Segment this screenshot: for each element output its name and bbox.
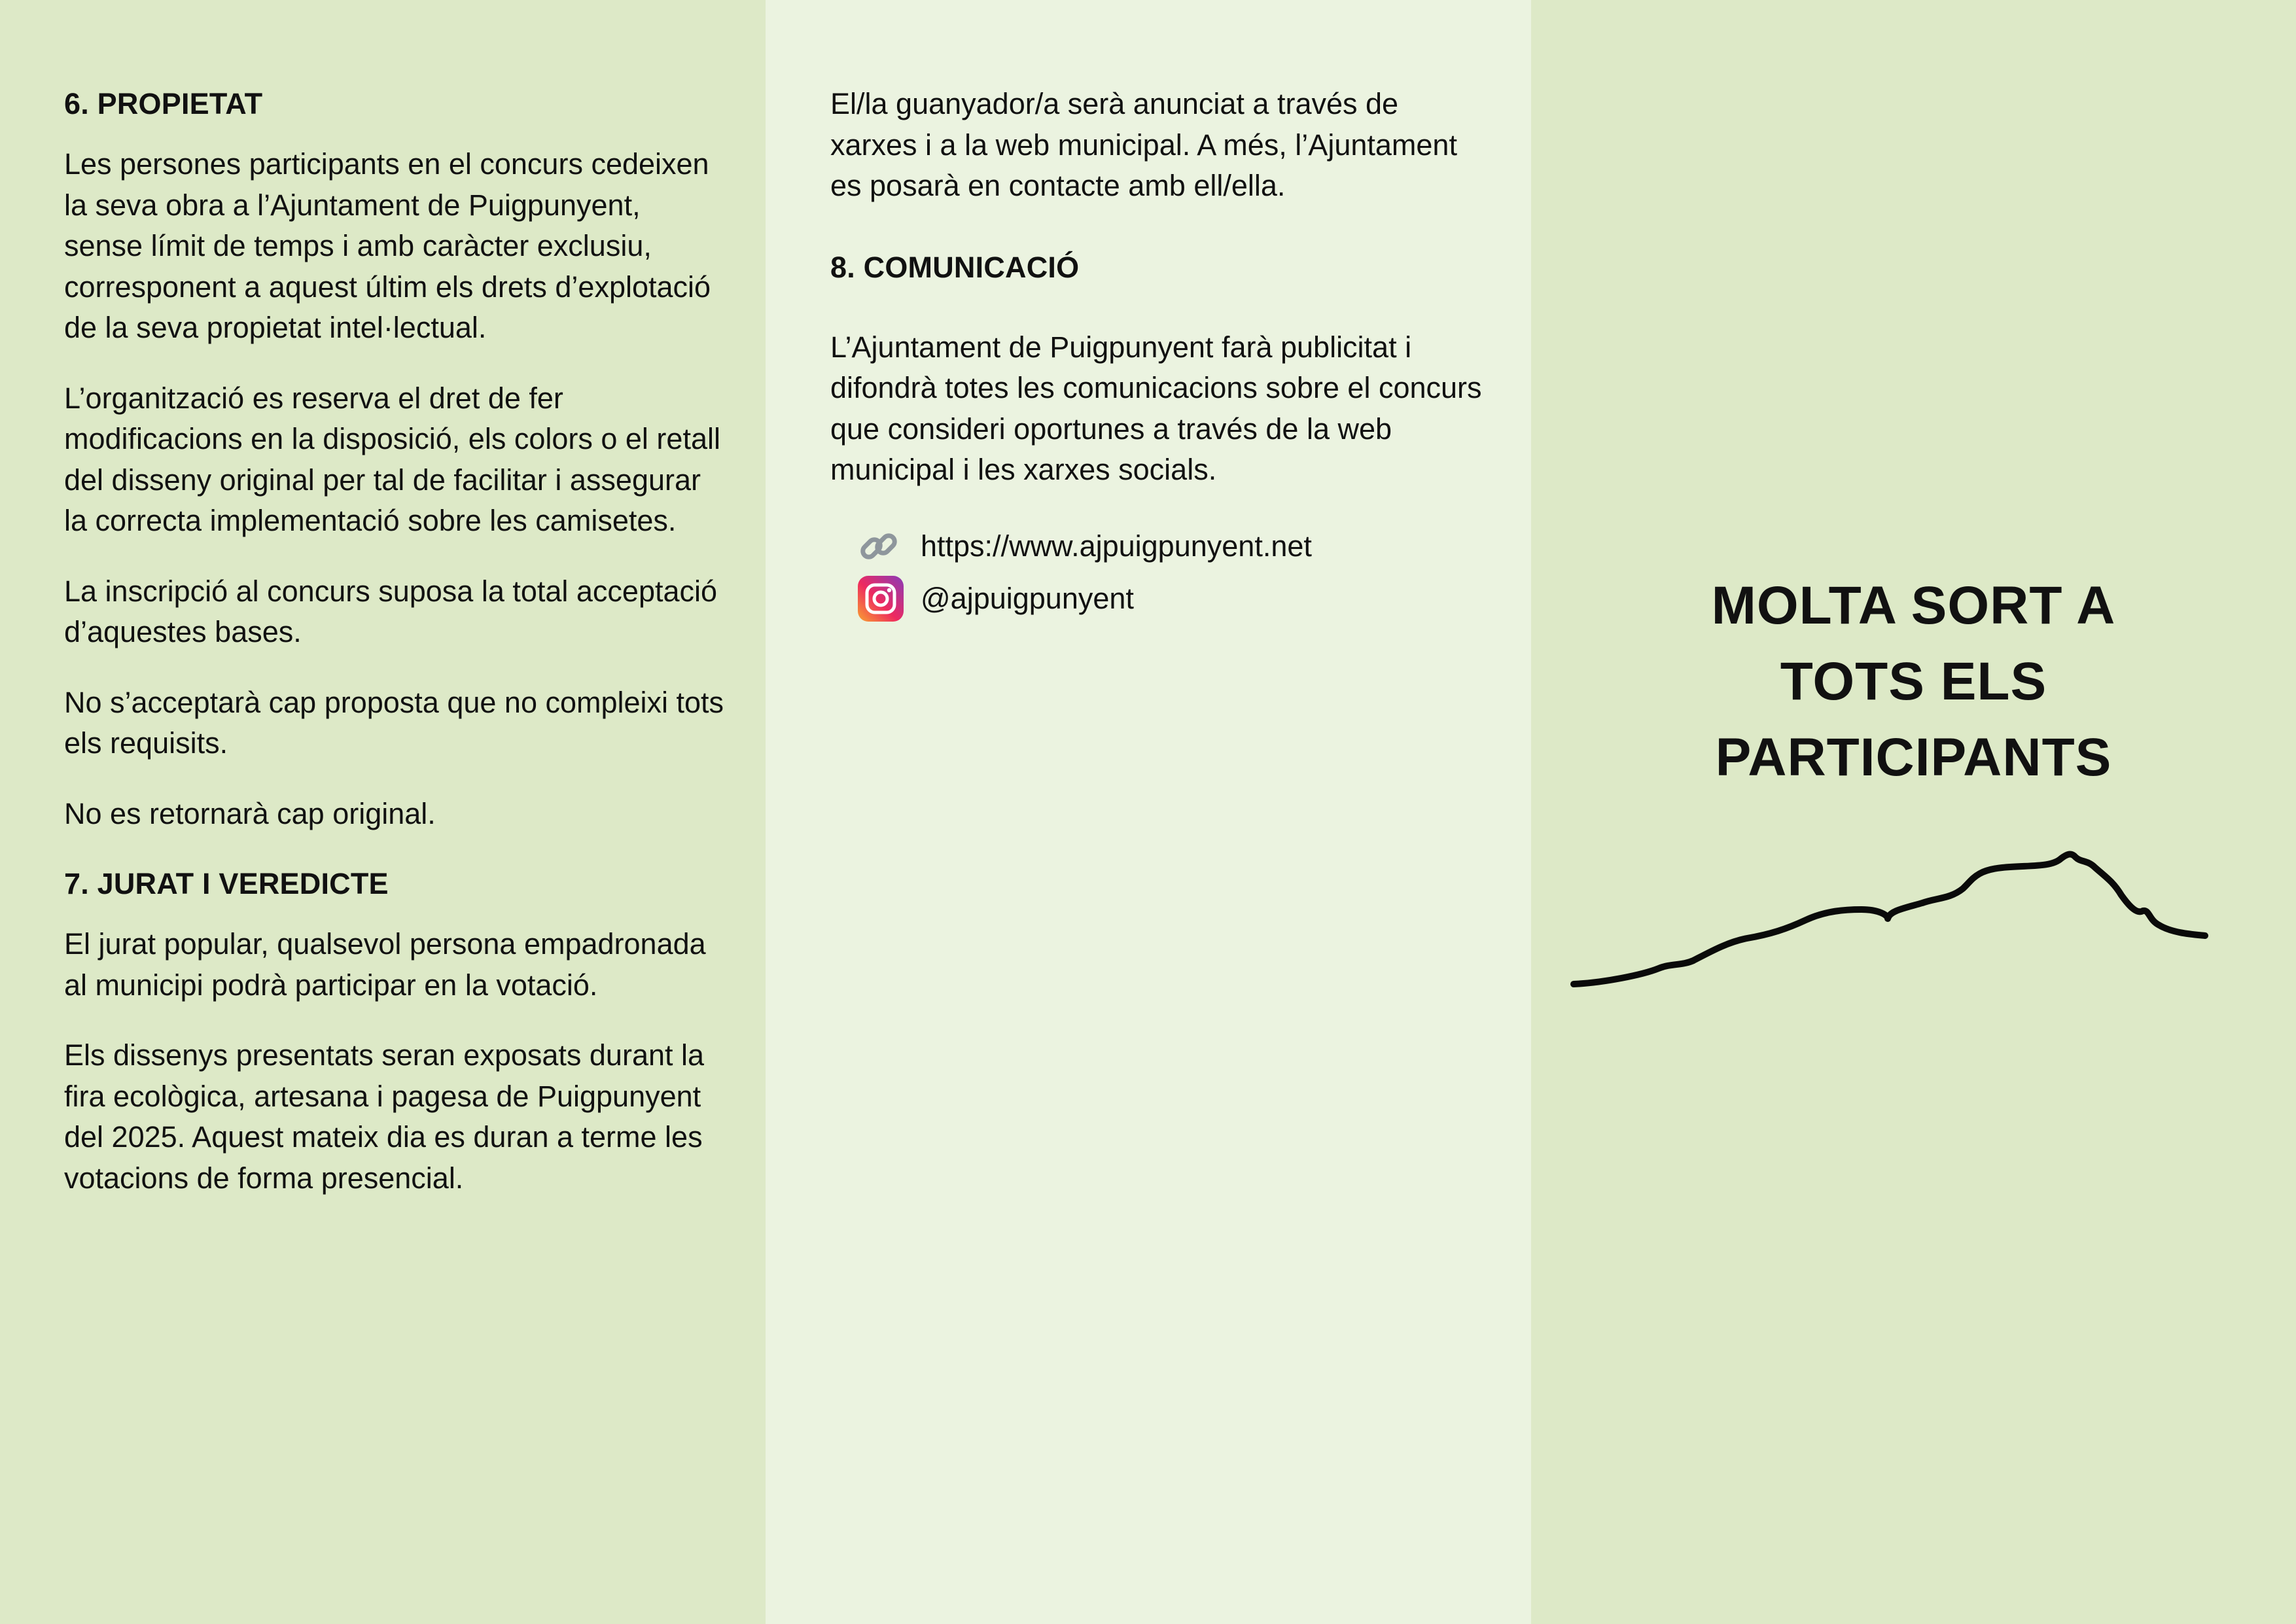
contact-list [830, 520, 1492, 625]
website-contact[interactable] [858, 520, 1492, 573]
website-link[interactable]: https://www.ajpuigpunyent.net [921, 529, 1312, 563]
instagram-icon [858, 575, 905, 622]
section-7-paragraph-1: El jurat popular, qualsevol persona empadronada al municipi podrà participar en la votació. [64, 927, 706, 1002]
mountain-silhouette-icon [1531, 811, 2296, 1008]
section-6-paragraph-5: No es retornarà cap original. [64, 796, 436, 830]
instagram-contact[interactable] [858, 573, 1492, 625]
section-8-heading: 8. COMUNICACIÓ [830, 250, 1080, 284]
winner-announcement-paragraph: El/la guanyador/a serà anunciat a través de xarxes i a la web municipal. A més, l’Ajuntament es posarà en contacte amb ell/ella. [830, 87, 1457, 202]
instagram-handle[interactable]: @ajpuigpunyent [921, 581, 1134, 615]
closing-message [1531, 568, 2296, 796]
section-8-paragraph: L’Ajuntament de Puigpunyent farà publicitat i difondrà totes les comunicacions sobre el concurs que consideri oportunes a través de la web municipal i les xarxes socials. [830, 330, 1482, 486]
section-6-paragraph-2: L’organització es reserva el dret de fer modificacions en la disposició, els colors o el retall del disseny original per tal de facilitar i assegurar la correcta implementació sobre les camisetes. [64, 381, 720, 537]
section-7-heading: 7. JURAT I VEREDICTE [64, 867, 389, 900]
section-6-paragraph-3: La inscripció al concurs suposa la total acceptació d’aquestes bases. [64, 574, 718, 648]
middle-panel [766, 0, 1531, 1624]
link-icon [858, 523, 905, 570]
closing-line-2: TOTS ELS [1780, 652, 2047, 711]
section-6-heading: 6. PROPIETAT [64, 87, 263, 120]
section-7-paragraph-2: Els dissenys presentats seran exposats durant la fira ecològica, artesana i pagesa de Puigpunyent del 2025. Aquest mateix dia es duran a terme les votacions de forma presencial. [64, 1038, 705, 1195]
closing-line-1: MOLTA SORT A [1711, 576, 2116, 635]
closing-line-3: PARTICIPANTS [1715, 728, 2112, 787]
right-panel [1531, 0, 2296, 1624]
section-6-paragraph-4: No s’acceptarà cap proposta que no compleixi tots els requisits. [64, 685, 724, 760]
section-6-paragraph-1: Les persones participants en el concurs cedeixen la seva obra a l’Ajuntament de Puigpunyent, sense límit de temps i amb caràcter exclusiu, corresponent a aquest últim els drets d’explotació de la seva propietat intel·lectual. [64, 147, 711, 344]
left-panel [0, 0, 766, 1624]
